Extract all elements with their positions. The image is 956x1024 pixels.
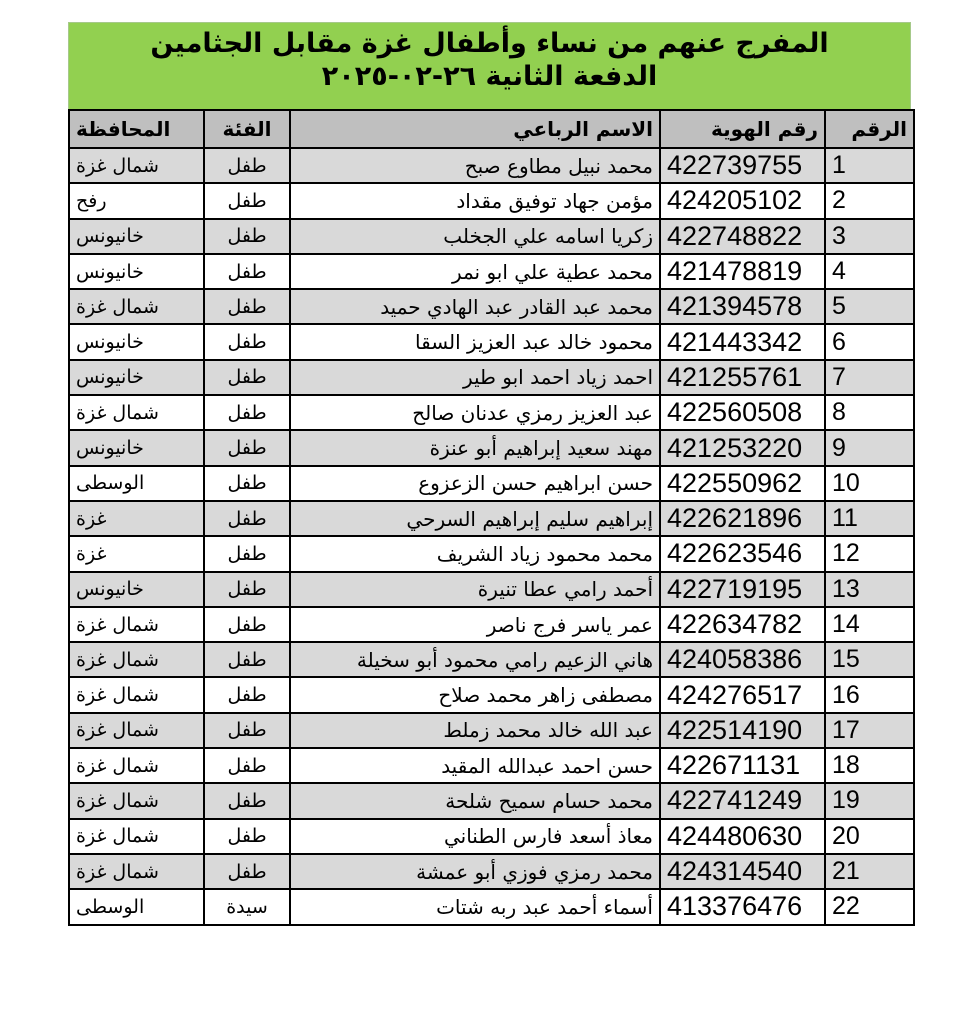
cell-number: 19 <box>825 783 914 818</box>
cell-number: 15 <box>825 642 914 677</box>
table-row <box>69 360 914 395</box>
cell-number: 18 <box>825 748 914 783</box>
cell-category: طفل <box>204 289 290 324</box>
cell-name: معاذ أسعد فارس الطناني <box>290 819 660 854</box>
cell-id: 422671131 <box>660 748 825 783</box>
cell-category: طفل <box>204 572 290 607</box>
table-row <box>69 183 914 218</box>
cell-governorate: خانيونس <box>69 430 204 465</box>
table-row <box>69 854 914 889</box>
cell-name: هاني الزعيم رامي محمود أبو سخيلة <box>290 642 660 677</box>
cell-governorate: شمال غزة <box>69 607 204 642</box>
page-subtitle: الدفعة الثانية ٢٦-٠٢-٢٠٢٥ <box>321 61 658 92</box>
page-title: المفرج عنهم من نساء وأطفال غزة مقابل الجثامين <box>150 28 829 59</box>
cell-id: 424205102 <box>660 183 825 218</box>
cell-number: 13 <box>825 572 914 607</box>
cell-id: 422719195 <box>660 572 825 607</box>
cell-name: احمد زياد احمد ابو طير <box>290 360 660 395</box>
cell-number: 10 <box>825 466 914 501</box>
cell-number: 17 <box>825 713 914 748</box>
cell-name: محمد نبيل مطاوع صبح <box>290 148 660 183</box>
cell-id: 422514190 <box>660 713 825 748</box>
cell-category: طفل <box>204 219 290 254</box>
cell-governorate: شمال غزة <box>69 713 204 748</box>
cell-name: مؤمن جهاد توفيق مقداد <box>290 183 660 218</box>
spreadsheet <box>68 22 911 926</box>
cell-id: 422741249 <box>660 783 825 818</box>
header-governorate: المحافظة <box>69 110 204 148</box>
cell-id: 422739755 <box>660 148 825 183</box>
cell-governorate: غزة <box>69 501 204 536</box>
cell-governorate: الوسطى <box>69 889 204 924</box>
cell-category: طفل <box>204 501 290 536</box>
table-header-row <box>69 110 914 148</box>
cell-category: طفل <box>204 466 290 501</box>
table-row <box>69 536 914 571</box>
cell-governorate: خانيونس <box>69 219 204 254</box>
cell-number: 3 <box>825 219 914 254</box>
cell-number: 22 <box>825 889 914 924</box>
table-row <box>69 148 914 183</box>
cell-name: حسن احمد عبدالله المقيد <box>290 748 660 783</box>
cell-name: محمد عبد القادر عبد الهادي حميد <box>290 289 660 324</box>
cell-id: 422623546 <box>660 536 825 571</box>
cell-governorate: شمال غزة <box>69 783 204 818</box>
cell-category: طفل <box>204 607 290 642</box>
table-row <box>69 748 914 783</box>
cell-governorate: شمال غزة <box>69 854 204 889</box>
cell-name: محمد حسام سميح شلحة <box>290 783 660 818</box>
cell-category: طفل <box>204 324 290 359</box>
cell-number: 4 <box>825 254 914 289</box>
cell-name: محمد عطية علي ابو نمر <box>290 254 660 289</box>
cell-category: طفل <box>204 536 290 571</box>
table-row <box>69 607 914 642</box>
cell-id: 424276517 <box>660 677 825 712</box>
released-list-table <box>68 109 915 926</box>
cell-category: طفل <box>204 430 290 465</box>
cell-governorate: شمال غزة <box>69 395 204 430</box>
cell-id: 421443342 <box>660 324 825 359</box>
cell-id: 424480630 <box>660 819 825 854</box>
cell-number: 16 <box>825 677 914 712</box>
table-row <box>69 254 914 289</box>
table-row <box>69 572 914 607</box>
cell-id: 422560508 <box>660 395 825 430</box>
cell-name: زكريا اسامه علي الجخلب <box>290 219 660 254</box>
cell-number: 14 <box>825 607 914 642</box>
table-body <box>69 148 914 925</box>
cell-governorate: شمال غزة <box>69 748 204 783</box>
table-row <box>69 642 914 677</box>
cell-governorate: خانيونس <box>69 324 204 359</box>
cell-name: أحمد رامي عطا تنيرة <box>290 572 660 607</box>
cell-name: حسن ابراهيم حسن الزعزوع <box>290 466 660 501</box>
table-row <box>69 219 914 254</box>
table-row <box>69 430 914 465</box>
cell-number: 21 <box>825 854 914 889</box>
cell-number: 1 <box>825 148 914 183</box>
cell-number: 2 <box>825 183 914 218</box>
cell-name: محمود خالد عبد العزيز السقا <box>290 324 660 359</box>
table-row <box>69 713 914 748</box>
table-row <box>69 677 914 712</box>
cell-name: محمد رمزي فوزي أبو عمشة <box>290 854 660 889</box>
cell-governorate: خانيونس <box>69 254 204 289</box>
cell-category: طفل <box>204 713 290 748</box>
cell-name: إبراهيم سليم إبراهيم السرحي <box>290 501 660 536</box>
cell-category: طفل <box>204 748 290 783</box>
cell-governorate: غزة <box>69 536 204 571</box>
cell-number: 5 <box>825 289 914 324</box>
table-row <box>69 783 914 818</box>
cell-id: 421255761 <box>660 360 825 395</box>
cell-governorate: شمال غزة <box>69 148 204 183</box>
cell-name: عبد الله خالد محمد زملط <box>290 713 660 748</box>
cell-name: عبد العزيز رمزي عدنان صالح <box>290 395 660 430</box>
cell-category: طفل <box>204 395 290 430</box>
cell-number: 6 <box>825 324 914 359</box>
cell-category: سيدة <box>204 889 290 924</box>
cell-id: 424058386 <box>660 642 825 677</box>
table-row <box>69 501 914 536</box>
cell-category: طفل <box>204 783 290 818</box>
cell-governorate: خانيونس <box>69 572 204 607</box>
table-row <box>69 889 914 924</box>
cell-category: طفل <box>204 148 290 183</box>
cell-category: طفل <box>204 819 290 854</box>
header-number: الرقم <box>825 110 914 148</box>
cell-id: 422748822 <box>660 219 825 254</box>
title-banner <box>68 22 911 109</box>
cell-id: 421478819 <box>660 254 825 289</box>
header-name: الاسم الرباعي <box>290 110 660 148</box>
cell-id: 413376476 <box>660 889 825 924</box>
cell-name: محمد محمود زياد الشريف <box>290 536 660 571</box>
cell-number: 12 <box>825 536 914 571</box>
cell-name: عمر ياسر فرج ناصر <box>290 607 660 642</box>
cell-governorate: خانيونس <box>69 360 204 395</box>
cell-category: طفل <box>204 677 290 712</box>
cell-id: 424314540 <box>660 854 825 889</box>
cell-name: أسماء أحمد عبد ربه شتات <box>290 889 660 924</box>
cell-id: 421394578 <box>660 289 825 324</box>
header-category: الفئة <box>204 110 290 148</box>
cell-governorate: شمال غزة <box>69 819 204 854</box>
cell-category: طفل <box>204 642 290 677</box>
cell-governorate: رفح <box>69 183 204 218</box>
cell-id: 422634782 <box>660 607 825 642</box>
cell-category: طفل <box>204 360 290 395</box>
table-row <box>69 395 914 430</box>
cell-category: طفل <box>204 183 290 218</box>
cell-governorate: الوسطى <box>69 466 204 501</box>
cell-name: مهند سعيد إبراهيم أبو عنزة <box>290 430 660 465</box>
cell-number: 9 <box>825 430 914 465</box>
table-row <box>69 466 914 501</box>
cell-number: 7 <box>825 360 914 395</box>
cell-id: 422550962 <box>660 466 825 501</box>
cell-number: 11 <box>825 501 914 536</box>
table-row <box>69 289 914 324</box>
cell-number: 20 <box>825 819 914 854</box>
cell-number: 8 <box>825 395 914 430</box>
table-row <box>69 324 914 359</box>
header-id: رقم الهوية <box>660 110 825 148</box>
cell-id: 421253220 <box>660 430 825 465</box>
cell-category: طفل <box>204 254 290 289</box>
cell-name: مصطفى زاهر محمد صلاح <box>290 677 660 712</box>
cell-governorate: شمال غزة <box>69 289 204 324</box>
table-row <box>69 819 914 854</box>
cell-id: 422621896 <box>660 501 825 536</box>
cell-category: طفل <box>204 854 290 889</box>
cell-governorate: شمال غزة <box>69 642 204 677</box>
cell-governorate: شمال غزة <box>69 677 204 712</box>
